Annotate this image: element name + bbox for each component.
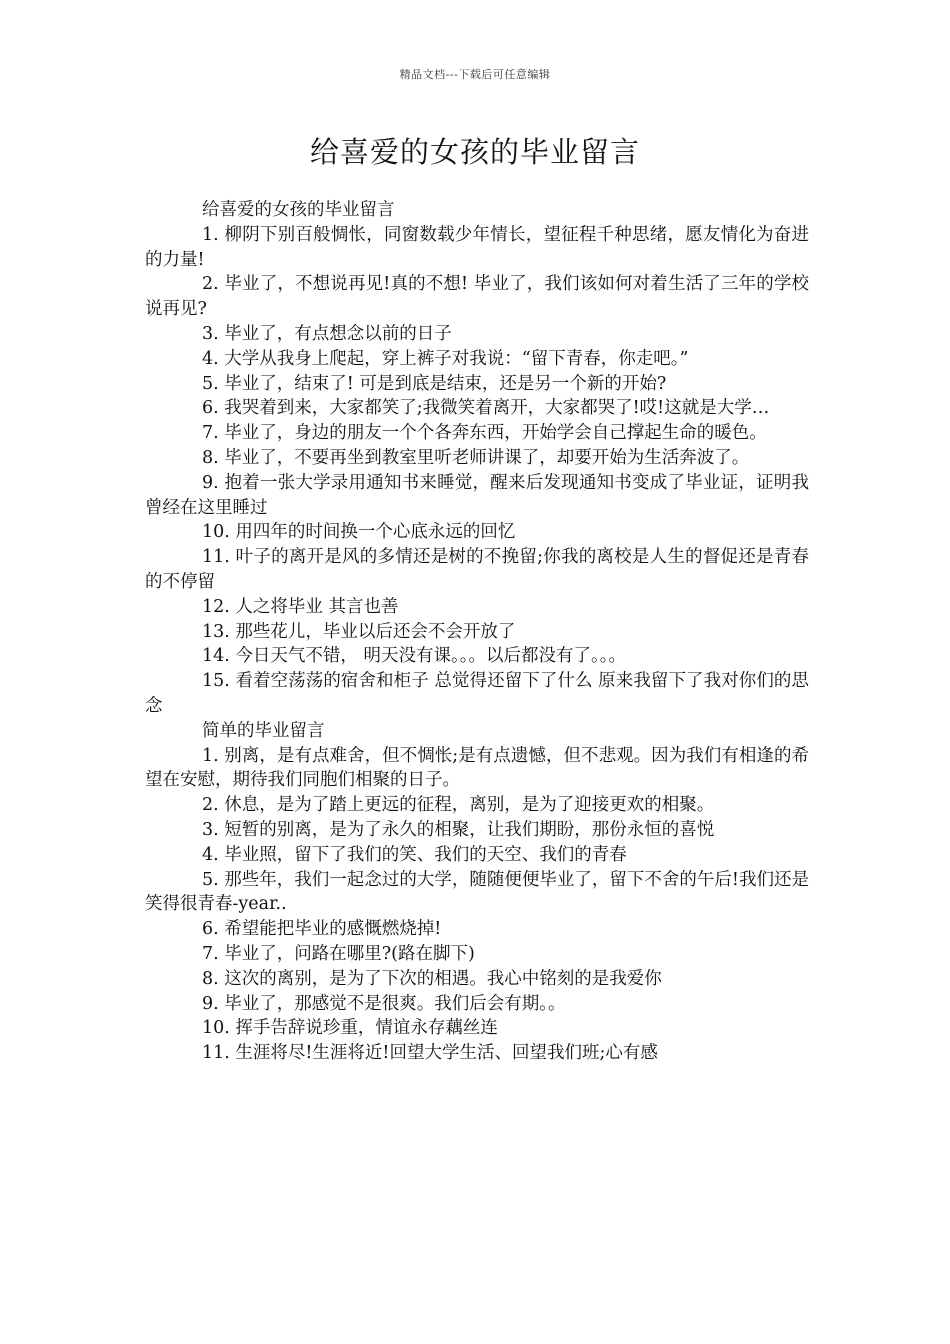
body-paragraph: 9. 毕业了，那感觉不是很爽。我们后会有期。。 xyxy=(202,993,566,1014)
body-paragraph: 9. 抱着一张大学录用通知书来睡觉，醒来后发现通知书变成了毕业证，证明我曾经在这里睡过 xyxy=(145,472,809,518)
body-paragraph: 给喜爱的女孩的毕业留言 xyxy=(202,200,395,220)
body-paragraph: 7. 毕业了，身边的朋友一个个各奔东西，开始学会自己撑起生命的暖色。 xyxy=(202,423,767,444)
body-paragraph: 8. 这次的离别，是为了下次的相遇。我心中铭刻的是我爱你 xyxy=(202,968,662,989)
body-paragraph: 4. 毕业照，留下了我们的笑、我们的天空、我们的青春 xyxy=(202,844,627,865)
body-paragraph: 14. 今日天气不错， 明天没有课。。。以后都没有了。。。 xyxy=(202,646,626,667)
body-paragraph: 8. 毕业了，不要再坐到教室里听老师讲课了，却要开始为生活奔波了。 xyxy=(202,447,750,468)
body-paragraph: 7. 毕业了，问路在哪里?(路在脚下) xyxy=(202,943,475,964)
body-paragraph: 5. 毕业了，结束了! 可是到底是结束，还是另一个新的开始? xyxy=(202,373,667,394)
body-paragraph: 12. 人之将毕业 其言也善 xyxy=(202,596,399,617)
body-paragraph: 6. 我哭着到来，大家都笑了;我微笑着离开，大家都哭了!哎!这就是大学… xyxy=(202,398,770,419)
body-paragraph: 2. 毕业了，不想说再见!真的不想! 毕业了，我们该如何对着生活了三年的学校说再见? xyxy=(145,274,809,320)
body-paragraph: 6. 希望能把毕业的感慨燃烧掉! xyxy=(202,919,442,940)
body-paragraph: 10. 用四年的时间换一个心底永远的回忆 xyxy=(202,522,516,543)
body-paragraph: 4. 大学从我身上爬起，穿上裤子对我说：“留下青春，你走吧。” xyxy=(202,348,689,369)
body-paragraph: 13. 那些花儿，毕业以后还会不会开放了 xyxy=(202,621,516,642)
body-paragraph: 10. 挥手告辞说珍重，情谊永存藕丝连 xyxy=(202,1018,498,1039)
body-paragraph: 1. 柳阴下别百般惆怅，同窗数载少年情长，望征程千种思绪，愿友情化为奋进的力量! xyxy=(145,224,809,270)
body-paragraph: 15. 看着空荡荡的宿舍和柜子 总觉得还留下了什么 原来我留下了我对你们的思念 xyxy=(145,671,809,716)
body-paragraph: 2. 休息，是为了踏上更远的征程，离别，是为了迎接更欢的相聚。 xyxy=(202,795,715,816)
page-header-note: 精品文档---下载后可任意编辑 xyxy=(399,68,551,81)
body-paragraph: 5. 那些年，我们一起念过的大学，随随便便毕业了，留下不舍的午后!我们还是笑得很青春-year.. xyxy=(145,869,809,915)
body-paragraph: 3. 短暂的别离，是为了永久的相聚，让我们期盼，那份永恒的喜悦 xyxy=(202,819,715,840)
body-paragraph: 简单的毕业留言 xyxy=(202,720,325,741)
document-body xyxy=(145,198,809,1066)
body-paragraph: 11. 生涯将尽!生涯将近!回望大学生活、回望我们班;心有感 xyxy=(202,1043,658,1064)
body-paragraph: 3. 毕业了，有点想念以前的日子 xyxy=(202,323,452,344)
body-paragraph: 11. 叶子的离开是风的多情还是树的不挽留;你我的离校是人生的督促还是青春的不停留 xyxy=(145,547,809,592)
document-title: 给喜爱的女孩的毕业留言 xyxy=(309,135,640,169)
body-paragraph: 1. 别离，是有点难舍，但不惆怅;是有点遗憾，但不悲观。因为我们有相逢的希望在安慰，期待我们同胞们相聚的日子。 xyxy=(145,745,809,791)
